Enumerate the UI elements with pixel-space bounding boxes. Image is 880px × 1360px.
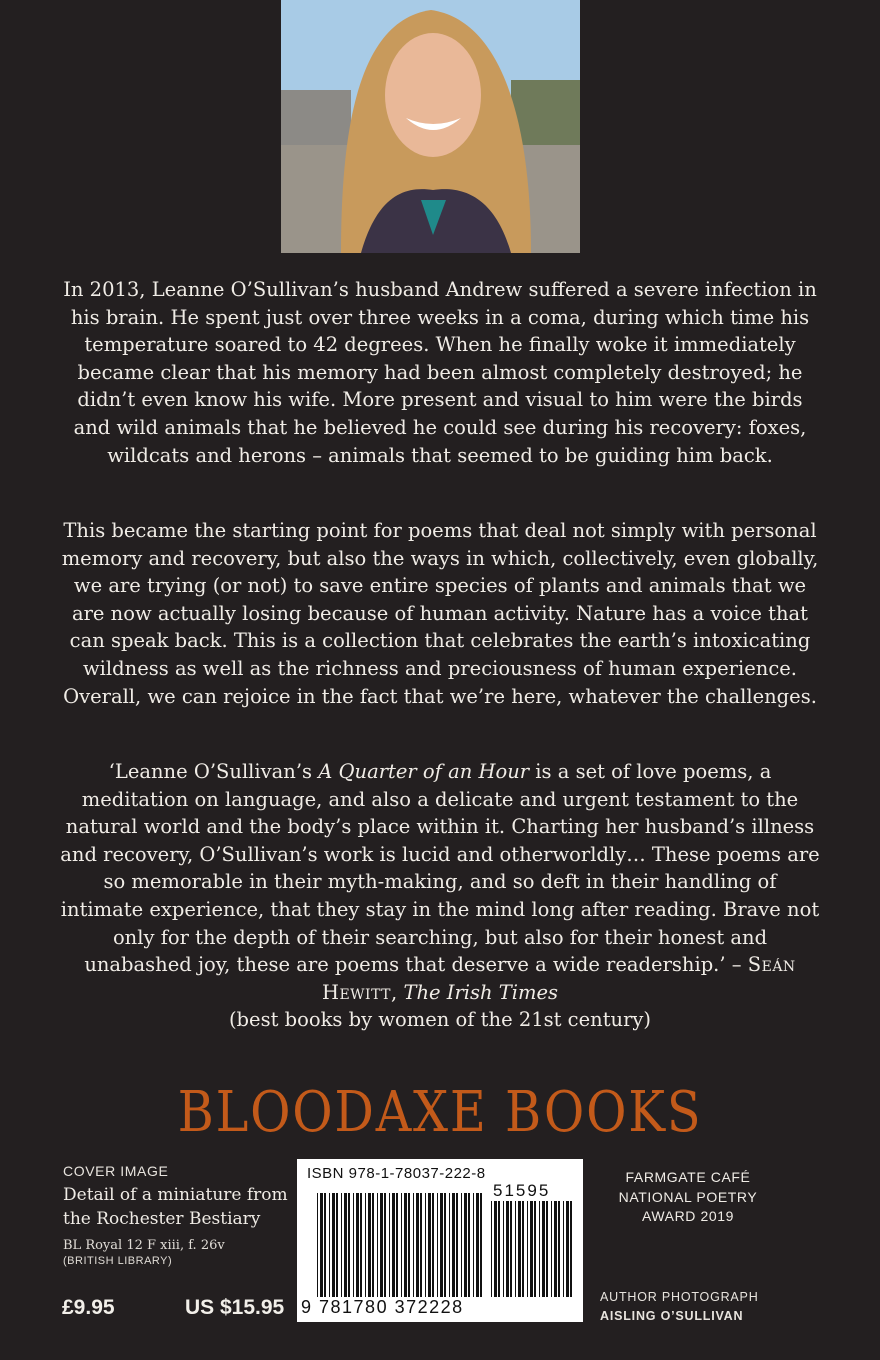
cover-image-label: COVER IMAGE	[63, 1163, 169, 1179]
cover-image-reference: BL Royal 12 F xiii, f. 26v	[63, 1238, 225, 1253]
blurb-paragraph-1: In 2013, Leanne O’Sullivan’s husband Andrew suffered a severe infection in his brain. He spent just over three weeks in a coma, during which time his temperature soared to 42 degrees. When he finally woke it immediately became clear that his memory had been almost completely destroyed; he didn’t even know his wife. More present and visual to him were the birds and wild animals that he believed he could see during his recovery: foxes, wildcats and herons – animals that seemed to be guiding him back.	[63, 278, 817, 467]
cover-image-source: (BRITISH LIBRARY)	[63, 1255, 173, 1267]
ean-bars	[317, 1193, 487, 1297]
review-note: (best books by women of the 21st century)	[228, 1008, 652, 1032]
ean-number: 9 781780 372228	[301, 1297, 464, 1317]
author-photo	[281, 0, 580, 253]
isbn-barcode	[297, 1159, 583, 1322]
book-title: A Quarter of an Hour	[318, 760, 530, 783]
photo-credit-name: AISLING O’SULLIVAN	[600, 1309, 744, 1323]
price-gbp: £9.95	[62, 1296, 115, 1319]
award-text	[595, 1168, 781, 1227]
award-line-2: NATIONAL POETRY	[618, 1188, 758, 1205]
review-quote: ‘Leanne O’Sullivan’s A Quarter of an Hour is a set of love poems, a meditation on language, and also a delicate and urgent testament to the natural world and the body’s place within it. Charting her husband’s illness and recovery, O’Sullivan’s work is lucid and otherworldly… These poems are so memorable in their myth-making, and so deft in their handling of intimate experience, that they stay in the mind long after reading. Brave not only for the depth of their searching, but also for their honest and unabashed joy, these are poems that deserve a wide readership.’ – Seán Hewitt, The Irish Times (best books by women of the 21st century)	[60, 760, 820, 1032]
review-text-start: ‘Leanne O’Sullivan’s	[108, 760, 319, 783]
addon-bars	[491, 1201, 575, 1297]
award-line-1: FARMGATE CAFÉ	[625, 1169, 751, 1185]
blurb-paragraph-2: This became the starting point for poems that deal not simply with personal memory and recovery, but also the ways in which, collectively, even globally, we are trying (or not) to save entire species of plants and animals that we are now actually losing because of human activity. Nature has a voice that can speak back. This is a collection that celebrates the earth’s intoxicating wildness as well as the richness and preciousness of human experience. Overall, we can rejoice in the fact that we’re here, whatever the challenges.	[61, 519, 819, 708]
review-body: is a set of love poems, a meditation on language, and also a delicate and urgent testament to the natural world and the body’s place within it. Charting her husband’s illness and recovery, O’Sullivan’s work is lucid and otherworldly… These poems are so memorable in their myth-making, and so deft in their handling of intimate experience, that they stay in the mind long after reading. Brave not only for the depth of their searching, but also for their honest and unabashed joy, these are poems that deserve a wide readership.’ –	[60, 760, 820, 977]
isbn-label: ISBN 978-1-78037-222-8	[307, 1165, 486, 1182]
price-us: US $15.95	[185, 1296, 285, 1319]
award-line-3: AWARD 2019	[641, 1208, 735, 1224]
publisher-logo: BLOODAXE BOOKS	[177, 1080, 703, 1145]
reviewer-name: Seán Hewitt	[321, 953, 796, 1004]
barcode-addon-number: 51595	[493, 1181, 551, 1200]
photo-credit-label: AUTHOR PHOTOGRAPH	[600, 1290, 759, 1304]
cover-image-description: Detail of a miniature from the Rochester Bestiary	[63, 1185, 288, 1229]
cover-image-credit	[63, 1163, 293, 1267]
review-publication: The Irish Times	[403, 980, 559, 1004]
author-portrait-icon	[281, 0, 580, 253]
photo-credit	[600, 1288, 759, 1326]
